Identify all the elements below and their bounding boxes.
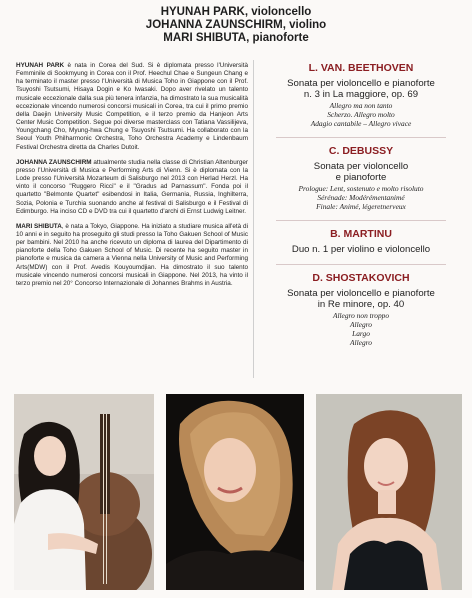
pianist-portrait-image [316, 394, 462, 590]
piece-title-line: Sonata per violoncello e pianoforte [287, 78, 435, 89]
movement: Allegro [350, 319, 372, 329]
program-piece-beethoven [258, 62, 464, 128]
movement: Largo [352, 328, 370, 338]
bio-text: , è nata a Tokyo, Giappone. Ha iniziato a studiare musica all'età di 10 anni e in seguito ha proseguito gli studi presso la Toho Gakuen School of Music per bambini. Nel 2010 ha anche ricevuto un diploma di laurea del Dipartimento di pianoforte della Toho Gakuen School of Music. Di recente ha seguito master in pianoforte e musica da camera a Vienna nella University of Music and Performing Arts(MDW) con il Prof. Avedis Kouyoumdjian. Ha dimostrato il suo talento musicale vincendo numerosi concorsi musicali in Giappone. Nel 2013, ha vinto il terzo premio nel 20° Concorso Internazionale di Johannes Brahms in Austria. [16, 222, 248, 287]
bio-mari-shibuta [16, 223, 248, 288]
movement: Prologue: Lent, sostenuto e molto risoluto [298, 183, 424, 193]
performers-header [0, 6, 472, 45]
performer-name-3: MARI SHIBUTA, [163, 32, 250, 44]
movement: Allegro ma non tanto [329, 100, 393, 110]
performer-role-1: violoncello [248, 6, 312, 18]
photo-johanna-zaunschirm [166, 394, 304, 590]
program-separator [276, 264, 446, 265]
bio-name: JOHANNA ZAUNSCHIRM [16, 158, 92, 166]
bio-johanna-zaunschirm [16, 159, 248, 216]
photo-hyunah-park [14, 394, 154, 590]
performer-line-2 [0, 19, 472, 32]
bio-hyunah-park [16, 62, 248, 152]
performer-line-3 [0, 32, 472, 45]
movement: Scherzo. Allegro molto [327, 109, 395, 119]
column-divider [253, 60, 254, 378]
biographies-column [16, 62, 248, 295]
movement: Sérénade: Modérémentanimé [317, 192, 405, 202]
program-piece-shostakovich [258, 272, 464, 347]
movement: Adagio cantabile – Allegro vivace [310, 118, 412, 128]
composer-name: D. SHOSTAKOVICH [312, 272, 410, 285]
performer-name-1: HYUNAH PARK, [160, 6, 249, 18]
performer-name-2: JOHANNA ZAUNSCHIRM, [145, 19, 286, 31]
movement: Allegro [350, 337, 372, 347]
piece-title-line: n. 3 in La maggiore, op. 69 [303, 89, 419, 101]
piece-title-line: in Re minore, op. 40 [317, 299, 405, 311]
violinist-portrait-image [166, 394, 304, 590]
cellist-portrait-image [14, 394, 154, 590]
program-piece-debussy [258, 145, 464, 211]
performer-role-2: violino [285, 19, 327, 31]
performer-photos [14, 394, 462, 590]
piece-title-line: Sonata per violoncello e pianoforte [287, 288, 435, 300]
movement: Finale: Animé, légeretnerveux [316, 201, 406, 211]
bio-name: MARI SHIBUTA [16, 222, 62, 230]
photo-mari-shibuta [316, 394, 462, 590]
performer-line-1 [0, 6, 472, 19]
bio-text: è nata in Corea del Sud. Si è diplomata presso l'Università Femminile di Sookmyung in Corea con il Prof. Heechul Chae e Sungeun Chang e ha terminato il master presso l'Università di Musica Toho in Giappone con il Prof. Tsuyoshi Tsutsumi, Hisaya Dogin e Ko Iwasaki. Dopo aver rivelato un talento musicale eccezionale dalla sua più tenera infanzia, ha dimostrato la sua musicalità eccezionale vincendo numerosi concorsi musicali in Corea, tra cui il primo premio della Daejin University Music Competition, e il terzo premio da Hanjeon Arts Center Music Competition. Segue poi diverse masterclass con Tatiana Vassilijeva, Youngchang Cho, Myung-hwa Chung e Tsuyoshi Tsutsumi. Ha collaborato con la Seoul Youth Philharmonic Orchestra, Toho Orchestra Academy e Lindenbaum Festival Orchestra diretta da Charles Dutoit. [16, 62, 248, 151]
piece-title-line: Sonata per violoncello [313, 160, 409, 172]
composer-name: C. DEBUSSY [328, 144, 394, 157]
program-piece-martinu [258, 228, 464, 255]
program-separator [276, 137, 446, 138]
composer-name: L. VAN. BEETHOVEN [308, 62, 414, 74]
piece-title-line: Duo n. 1 per violino e violoncello [291, 243, 431, 255]
movement: Allegro non troppo [332, 310, 390, 320]
program-column [258, 62, 464, 356]
composer-name: B. MARTINU [330, 227, 392, 240]
piece-title-line: e pianoforte [335, 172, 387, 184]
bio-text: attualmente studia nella classe di Christian Altenburger presso l'Università di Musica e Performing Arts di Vienn. Si è diplomata con la Lode presso l'Università Mozarteum di Salisburgo nel 2013 con Herlad Herzl. Ha vinto il concorso "Ruggero Ricci" e il "Gradus ad Parnassum". Fonda poi il quartetto "Belmonte Quartet" esibendosi in Italia, Germania, Russia, Inghilterra, Sozia, Polonia e Turchia suonando anche al festival di Salisburgo e il Festival di Edimburgo. Ha inciso CD e DVD tra cui il quartetto d'archi di Ernst Ludwig Leitner. [16, 158, 248, 215]
performer-role-3: pianoforte [249, 32, 309, 44]
bio-name: HYUNAH PARK [16, 62, 65, 69]
program-separator [276, 220, 446, 221]
